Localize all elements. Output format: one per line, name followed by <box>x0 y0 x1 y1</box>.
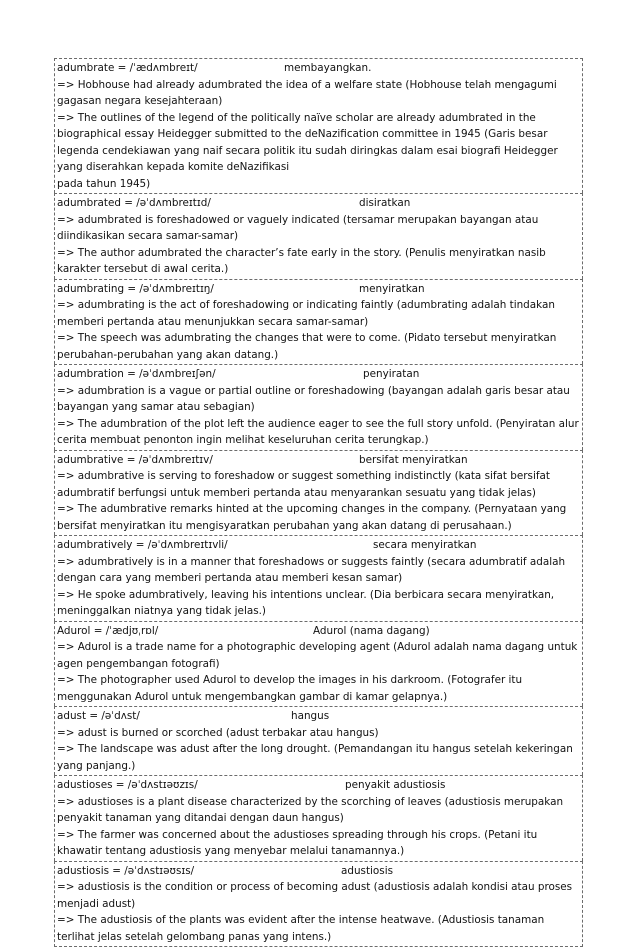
entry-line: => adumbratively is in a manner that foreshadows or suggests faintly (secara adumbratif adalah dengan cara yang memberi pertanda atau memberi kesan samar) <box>57 554 581 587</box>
entry-head <box>57 708 581 725</box>
entry-head <box>57 863 581 880</box>
entry-meaning: adustiosis <box>341 863 393 880</box>
entry-head <box>57 281 581 298</box>
entry-meaning: hangus <box>291 708 329 725</box>
entry-head <box>57 366 581 383</box>
entry-line: => adumbration is a vague or partial outline or foreshadowing (bayangan adalah garis besar atau bayangan yang samar atau sebagian) <box>57 383 581 416</box>
entry-adumbrate <box>54 58 583 193</box>
entry-line: => adustioses is a plant disease characterized by the scorching of leaves (adustiosis merupakan penyakit tanaman yang ditandai dengan daun hangus) <box>57 794 581 827</box>
entry-line: => The landscape was adust after the long drought. (Pemandangan itu hangus setelah kekeringan yang panjang.) <box>57 741 581 774</box>
entry-meaning: membayangkan. <box>284 60 371 77</box>
entry-term: adumbratively = /əˈdʌmbreɪtɪvli/ <box>57 537 228 554</box>
glossary-page <box>54 58 583 947</box>
entry-head <box>57 195 581 212</box>
entry-line: => The outlines of the legend of the politically naïve scholar are already adumbrated in the biographical essay Heidegger submitted to the deNazification committee in 1945 (Garis besar legenda cendekiawan yang naif secara politik itu sudah diringkas dalam esai biografi Heidegger yang diserahkan kepada komite deNazifikasi <box>57 110 581 176</box>
entry-adumbrated <box>54 193 583 279</box>
entry-line: => adustiosis is the condition or process of becoming adust (adustiosis adalah kondisi atau proses menjadi adust) <box>57 879 581 912</box>
entry-meaning: penyakit adustiosis <box>345 777 445 794</box>
entry-term: adumbrated = /əˈdʌmbreɪtɪd/ <box>57 195 211 212</box>
entry-meaning: menyiratkan <box>359 281 425 298</box>
entry-line: => The adustiosis of the plants was evident after the intense heatwave. (Adustiosis tanaman terlihat jelas setelah gelombang panas yang intens.) <box>57 912 581 945</box>
entry-line: => adumbrating is the act of foreshadowing or indicating faintly (adumbrating adalah tindakan memberi pertanda atau menunjukkan secara samar-samar) <box>57 297 581 330</box>
entry-line: => adust is burned or scorched (adust terbakar atau hangus) <box>57 725 581 742</box>
entry-line: pada tahun 1945) <box>57 176 581 193</box>
entry-adumbrating <box>54 279 583 365</box>
entry-line: => The farmer was concerned about the adustioses spreading through his crops. (Petani itu khawatir tentang adustiosis yang menyebar melalui tanamannya.) <box>57 827 581 860</box>
entry-adumbratively <box>54 535 583 621</box>
entry-adustiosis <box>54 861 583 947</box>
entry-head <box>57 60 581 77</box>
entry-line: => He spoke adumbratively, leaving his intentions unclear. (Dia berbicara secara menyiratkan, meninggalkan niatnya yang tidak jelas.) <box>57 587 581 620</box>
entry-meaning: secara menyiratkan <box>373 537 476 554</box>
entry-adumbrative <box>54 450 583 536</box>
entry-term: adustiosis = /əˈdʌstɪəʊsɪs/ <box>57 863 194 880</box>
entry-term: adumbration = /əˈdʌmbreɪʃən/ <box>57 366 216 383</box>
entry-head <box>57 777 581 794</box>
entry-line: => The photographer used Adurol to develop the images in his darkroom. (Fotografer itu menggunakan Adurol untuk mengembangkan gambar di kamar gelapnya.) <box>57 672 581 705</box>
entry-term: adumbrating = /əˈdʌmbreɪtɪŋ/ <box>57 281 214 298</box>
entry-line: => adumbrative is serving to foreshadow or suggest something indistinctly (kata sifat bersifat adumbratif berfungsi untuk memberi pertanda atau menyarankan sesuatu yang tidak jelas) <box>57 468 581 501</box>
entry-meaning: bersifat menyiratkan <box>359 452 468 469</box>
entry-head <box>57 537 581 554</box>
entry-adurol <box>54 621 583 707</box>
entry-meaning: Adurol (nama dagang) <box>313 623 430 640</box>
entry-adust <box>54 706 583 775</box>
entry-line: => The speech was adumbrating the changes that were to come. (Pidato tersebut menyiratkan perubahan-perubahan yang akan datang.) <box>57 330 581 363</box>
entry-term: adumbrate = /ˈædʌmbreɪt/ <box>57 60 198 77</box>
entry-term: Adurol = /ˈædjʊˌrɒl/ <box>57 623 158 640</box>
entry-term: adumbrative = /əˈdʌmbreɪtɪv/ <box>57 452 213 469</box>
entry-adustioses <box>54 775 583 861</box>
entry-meaning: disiratkan <box>359 195 410 212</box>
entry-adumbration <box>54 364 583 450</box>
entry-line: => adumbrated is foreshadowed or vaguely indicated (tersamar merupakan bayangan atau diindikasikan secara samar-samar) <box>57 212 581 245</box>
entry-term: adustioses = /əˈdʌstɪəʊzɪs/ <box>57 777 198 794</box>
entry-line: => The adumbration of the plot left the audience eager to see the full story unfold. (Penyiratan alur cerita membuat penonton ingin melihat keseluruhan cerita terungkap.) <box>57 416 581 449</box>
entry-line: => The adumbrative remarks hinted at the upcoming changes in the company. (Pernyataan yang bersifat menyiratkan itu mengisyaratkan perubahan yang akan datang di perusahaan.) <box>57 501 581 534</box>
entry-meaning: penyiratan <box>363 366 419 383</box>
entry-head <box>57 452 581 469</box>
entry-term: adust = /əˈdʌst/ <box>57 708 140 725</box>
entry-line: => Hobhouse had already adumbrated the idea of a welfare state (Hobhouse telah mengagumi gagasan negara kesejahteraan) <box>57 77 581 110</box>
entry-head <box>57 623 581 640</box>
entry-line: => The author adumbrated the character’s fate early in the story. (Penulis menyiratkan nasib karakter tersebut di awal cerita.) <box>57 245 581 278</box>
entry-line: => Adurol is a trade name for a photographic developing agent (Adurol adalah nama dagang untuk agen pengembangan fotografi) <box>57 639 581 672</box>
